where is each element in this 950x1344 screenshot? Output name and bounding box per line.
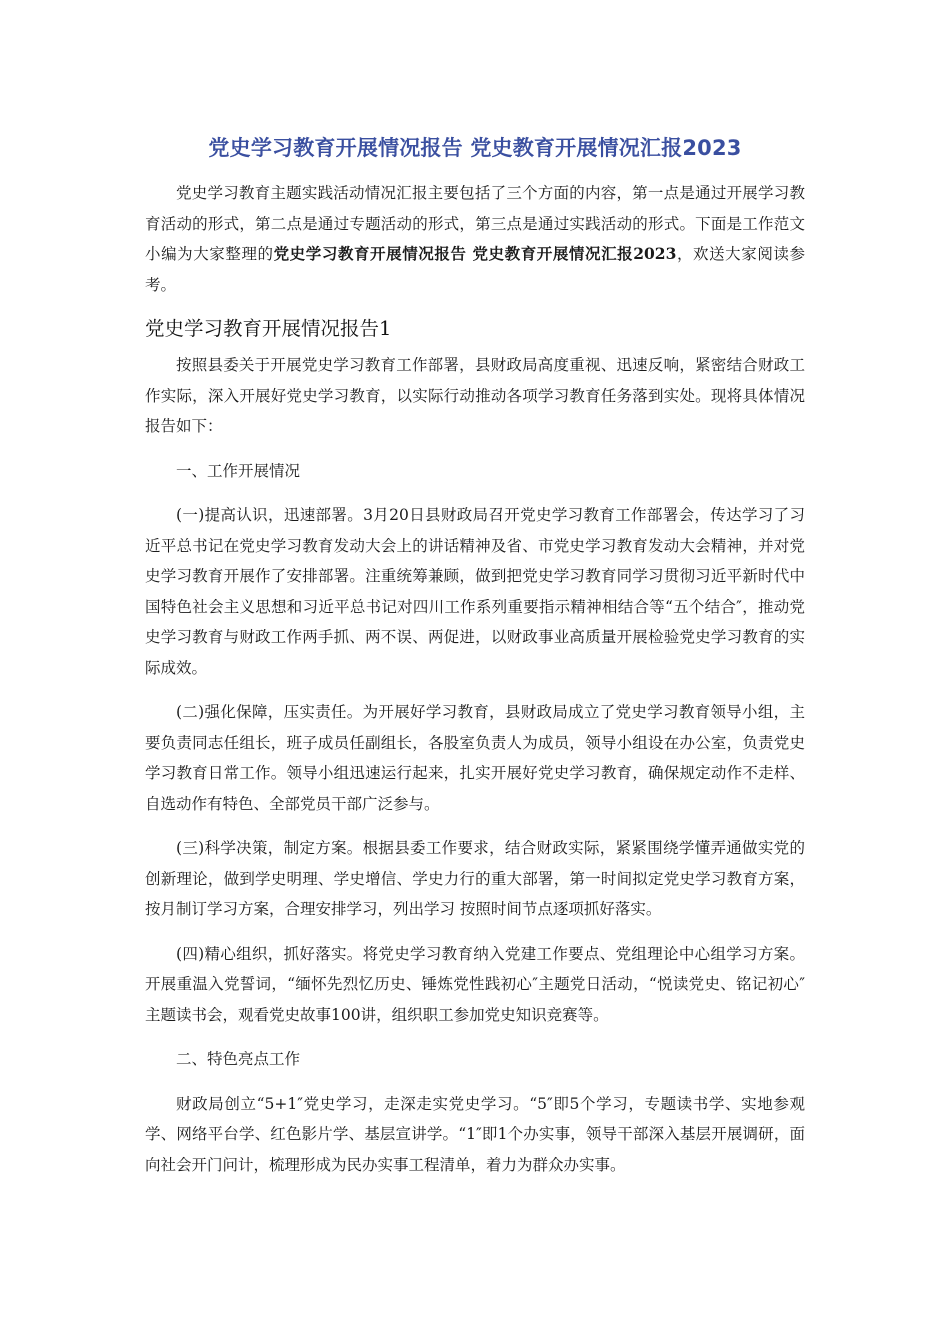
body-paragraph: 财政局创立“5+1″党史学习，走深走实党史学习。“5″即5个学习，专题读书学、实地参观学、网络平台学、红色影片学、基层宣讲学。“1″即1个办实事，领导干部深入基层开展调研，面向社会开门问计，梳理形成为民办实事工程清单，着力为群众办实事。 [145,1094,805,1174]
subsection-heading: 一、工作开展情况 [176,461,301,480]
body-paragraph: (一)提高认识，迅速部署。3月20日县财政局召开党史学习教育工作部署会，传达学习了习近平总书记在党史学习教育发动大会上的讲话精神及省、市党史学习教育发动大会精神，并对党史学习教育开展作了安排部署。注重统筹兼顾，做到把党史学习教育同学习贯彻习近平新时代中国特色社会主义思想和习近平总书记对四川工作系列重要指示精神相结合等“五个结合″，推动党史学习教育与财政工作两手抓、两不误、两促进，以财政事业高质量开展检验党史学习教育的实际成效。 [145,506,805,677]
body-paragraph: (三)科学决策，制定方案。根据县委工作要求，结合财政实际，紧紧围绕学懂弄通做实党的创新理论，做到学史明理、学史增信、学史力行的重大部署，第一时间拟定党史学习教育方案，按月制订学习方案，合理安排学习，列出学习 按照时间节点逐项抓好落实。 [145,839,805,918]
body-paragraph: (二)强化保障，压实责任。为开展好学习教育，县财政局成立了党史学习教育领导小组，主要负责同志任组长，班子成员任副组长，各股室负责人为成员，领导小组设在办公室，负责党史学习教育日常工作。领导小组迅速运行起来，扎实开展好党史学习教育，确保规定动作不走样、自选动作有特色、全部党员干部广泛参与。 [145,703,805,813]
section-heading: 党史学习教育开展情况报告1 [145,317,392,340]
subsection-heading: 二、特色亮点工作 [176,1050,301,1068]
document-title: 党史学习教育开展情况报告 党史教育开展情况汇报2023 [208,136,742,160]
intro-closing: ，欢送大家阅读参考。 [145,245,805,294]
body-paragraph: (四)精心组织，抓好落实。将党史学习教育纳入党建工作要点、党组理论中心组学习方案。开展重温入党誓词，“缅怀先烈忆历史、锤炼党性践初心″主题党日活动，“悦读党史、铭记初心″主题读书会，观看党史故事100讲，组织职工参加党史知识竞赛等。 [145,944,805,1024]
intro-bold-title: 党史学习教育开展情况报告 党史教育开展情况汇报2023 [273,244,677,263]
document-page [145,128,805,1194]
body-paragraph: 按照县委关于开展党史学习教育工作部署，县财政局高度重视、迅速反响，紧密结合财政工作实际，深入开展好党史学习教育，以实际行动推动各项学习教育任务落到实处。现将具体情况报告如下： [145,356,805,435]
intro-paragraph [145,178,805,300]
intro-text: 党史学习教育主题实践活动情况汇报主要包括了三个方面的内容，第一点是通过开展学习教育活动的形式，第二点是通过专题活动的形式，第三点是通过实践活动的形式。下面是工作范文小编为大家整理的 [145,184,805,263]
